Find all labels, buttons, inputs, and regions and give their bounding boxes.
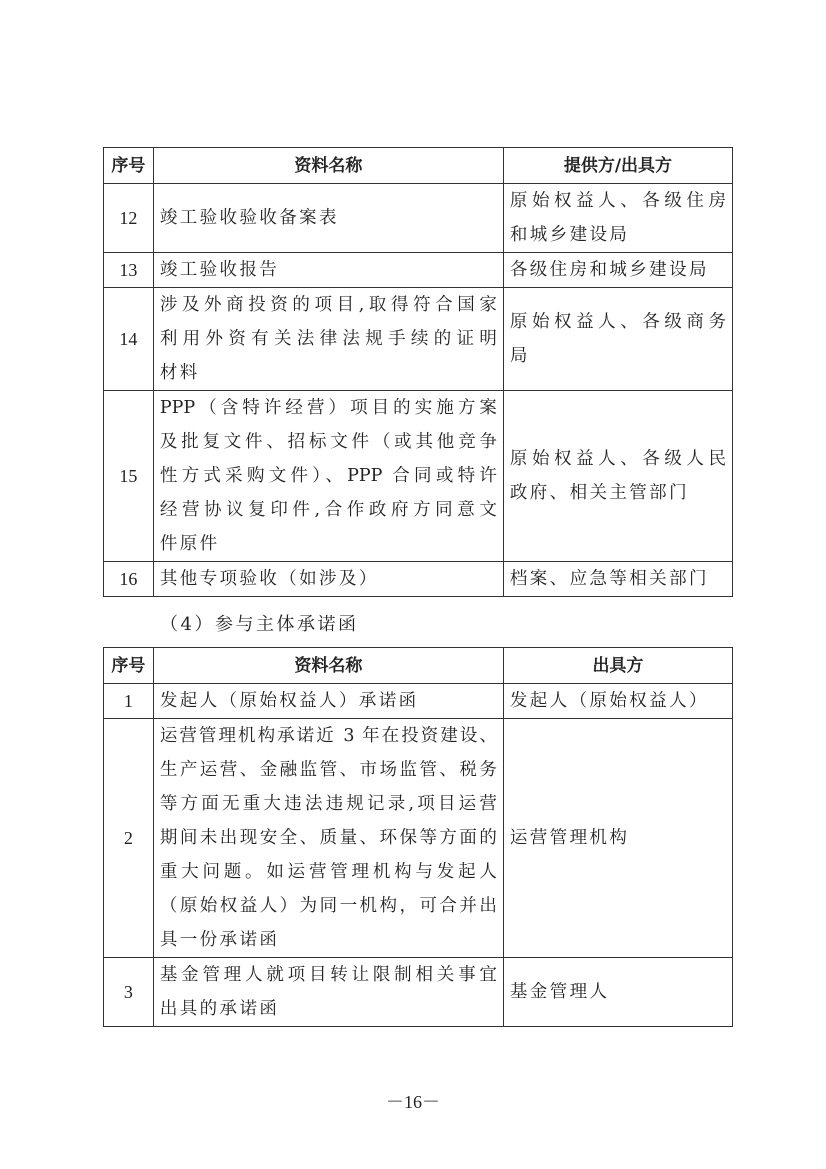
table-row (104, 684, 733, 719)
cell-line: 原始权益人、各级人民 (509, 449, 726, 469)
table-header-row (104, 648, 733, 684)
cell-line: 各级住房和城乡建设局 (509, 260, 709, 280)
cell-line: 竣工验收报告 (159, 260, 280, 280)
cell-name (153, 391, 503, 562)
cell-name (153, 253, 503, 288)
cell-provider (503, 288, 732, 391)
cell-provider (503, 253, 732, 288)
table-row (104, 288, 733, 391)
row-number: 14 (104, 288, 154, 391)
cell-line: 利用外资有关法律法规手续的证明 (159, 329, 497, 349)
cell-line: 及批复文件、招标文件（或其他竞争 (159, 432, 497, 452)
cell-name (153, 958, 503, 1027)
cell-line: 发起人（原始权益人） (509, 691, 709, 711)
cell-provider (503, 562, 732, 597)
cell-line: 性方式采购文件）、PPP 合同或特许 (159, 466, 497, 486)
row-number: 16 (104, 562, 154, 597)
header-name: 资料名称 (153, 648, 503, 684)
cell-line: 出具的承诺函 (159, 999, 280, 1019)
cell-line: 政府、相关主管部门 (509, 483, 689, 503)
cell-line: 运营管理机构 (509, 828, 630, 848)
cell-line: 期间未出现安全、质量、环保等方面的 (159, 828, 497, 848)
row-number: 13 (104, 253, 154, 288)
cell-line: 具一份承诺函 (159, 930, 280, 950)
row-number: 3 (104, 958, 154, 1027)
section-heading: （4）参与主体承诺函 (160, 614, 359, 635)
cell-line: 基金管理人就项目转让限制相关事宜 (159, 965, 497, 985)
cell-provider (503, 391, 732, 562)
table-row (104, 391, 733, 562)
table-header-row (104, 148, 733, 184)
header-provider: 提供方/出具方 (503, 148, 732, 184)
row-number: 12 (104, 184, 154, 253)
cell-line: 材料 (159, 363, 200, 383)
cell-line: 等方面无重大违法违规记录,项目运营 (159, 794, 497, 814)
table-row (104, 958, 733, 1027)
cell-line: 竣工验收验收备案表 (159, 208, 339, 228)
cell-line: 经营协议复印件,合作政府方同意文 (159, 500, 497, 520)
cell-name (153, 562, 503, 597)
cell-line: 局 (509, 346, 530, 366)
header-no: 序号 (104, 148, 154, 184)
row-number: 1 (104, 684, 154, 719)
row-number: 2 (104, 719, 154, 958)
commitment-letters-table (103, 647, 733, 1027)
cell-line: PPP（含特许经营）项目的实施方案 (159, 398, 497, 418)
cell-provider (503, 958, 732, 1027)
row-number: 15 (104, 391, 154, 562)
cell-name (153, 184, 503, 253)
materials-table (103, 147, 733, 597)
cell-line: （原始权益人）为同一机构，可合并出 (159, 896, 497, 916)
table-row (104, 719, 733, 958)
header-no: 序号 (104, 648, 154, 684)
page-number: －16－ (386, 1092, 440, 1112)
cell-line: 基金管理人 (509, 982, 610, 1002)
table-row (104, 253, 733, 288)
header-name: 资料名称 (153, 148, 503, 184)
cell-provider (503, 184, 732, 253)
cell-line: 生产运营、金融监管、市场监管、税务 (159, 760, 497, 780)
table-row (104, 184, 733, 253)
cell-line: 其他专项验收（如涉及） (159, 569, 379, 589)
cell-line: 原始权益人、各级商务 (509, 312, 726, 332)
header-issuer: 出具方 (503, 648, 732, 684)
cell-name (153, 288, 503, 391)
cell-name (153, 684, 503, 719)
cell-line: 涉及外商投资的项目,取得符合国家 (159, 295, 497, 315)
cell-line: 发起人（原始权益人）承诺函 (159, 691, 419, 711)
cell-line: 档案、应急等相关部门 (509, 569, 709, 589)
cell-name (153, 719, 503, 958)
cell-line: 运营管理机构承诺近 3 年在投资建设、 (159, 726, 497, 746)
cell-provider (503, 719, 732, 958)
cell-line: 重大问题。如运营管理机构与发起人 (159, 862, 497, 882)
table-row (104, 562, 733, 597)
cell-line: 件原件 (159, 534, 220, 554)
cell-line: 和城乡建设局 (509, 225, 630, 245)
cell-line: 原始权益人、各级住房 (509, 191, 726, 211)
cell-provider (503, 684, 732, 719)
